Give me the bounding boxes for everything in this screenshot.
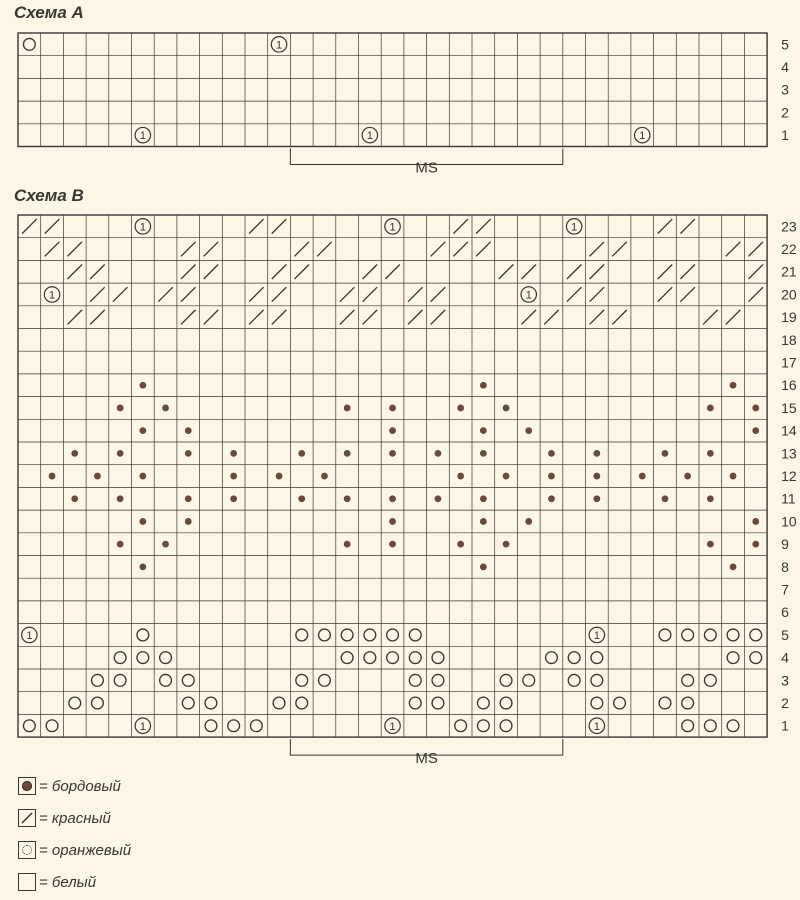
- scheme-a-row-label: 4: [781, 59, 789, 76]
- scheme-b-ms-label: MS: [415, 750, 438, 768]
- scheme-b-dot-stitch: [94, 473, 101, 480]
- scheme-b-ring-stitch: [432, 674, 444, 686]
- scheme-b-slash-stitch: [45, 219, 60, 234]
- scheme-b-ring-stitch: [69, 697, 81, 709]
- scheme-b-ring-stitch: [23, 720, 35, 732]
- scheme-b-dot-stitch: [752, 518, 759, 525]
- legend-item-empty: [18, 866, 131, 898]
- scheme-b-row-label: 1: [781, 717, 789, 734]
- scheme-b-dot-stitch: [707, 495, 714, 502]
- scheme-b-ring-stitch: [114, 652, 126, 664]
- scheme-b-slash-stitch: [45, 242, 60, 257]
- scheme-b-row-label: 11: [781, 490, 796, 507]
- scheme-b-dot-stitch: [525, 518, 532, 525]
- scheme-b-numbered-stitch-label: 1: [389, 720, 396, 733]
- scheme-b-slash-stitch: [521, 264, 536, 279]
- scheme-b-ring-stitch: [137, 629, 149, 641]
- scheme-b-slash-stitch: [22, 219, 37, 234]
- scheme-b-slash-stitch: [658, 219, 673, 234]
- scheme-b-dot-stitch: [49, 473, 56, 480]
- scheme-b-ring-stitch: [432, 697, 444, 709]
- scheme-b-dot-stitch: [593, 450, 600, 457]
- scheme-b-slash-stitch: [181, 310, 196, 325]
- scheme-b-ring-stitch: [727, 652, 739, 664]
- scheme-b-ring-stitch: [160, 674, 172, 686]
- scheme-a-numbered-stitch-label: 1: [366, 130, 374, 143]
- scheme-a-ms-label: MS: [415, 159, 438, 177]
- scheme-b-slash-stitch: [408, 310, 423, 325]
- scheme-b-ring-stitch: [500, 674, 512, 686]
- scheme-b-dot-stitch: [480, 427, 487, 434]
- scheme-b-numbered-stitch-label: 1: [26, 630, 33, 643]
- scheme-b-dot-stitch: [71, 450, 78, 457]
- scheme-b-numbered-stitch-label: 1: [525, 289, 532, 302]
- scheme-b-slash-stitch: [294, 264, 309, 279]
- scheme-b-dot-stitch: [185, 427, 192, 434]
- scheme-b-ring-stitch: [341, 652, 353, 664]
- scheme-b-ring-stitch: [387, 629, 399, 641]
- scheme-b-dot-stitch: [525, 427, 532, 434]
- scheme-b-row-label: 20: [781, 286, 797, 303]
- scheme-b-row-label: 10: [781, 513, 797, 530]
- scheme-b-ring-stitch: [364, 629, 376, 641]
- scheme-b-dot-stitch: [139, 563, 146, 570]
- scheme-b-row-label: 7: [781, 581, 789, 598]
- scheme-b-ring-stitch: [477, 697, 489, 709]
- scheme-b-row-label: 21: [781, 263, 797, 280]
- scheme-b-slash-stitch: [204, 264, 219, 279]
- scheme-b-ring-stitch: [682, 629, 694, 641]
- scheme-b-ring-stitch: [228, 720, 240, 732]
- scheme-b-ring-stitch: [160, 652, 172, 664]
- scheme-b-ring-stitch: [409, 629, 421, 641]
- scheme-b-dot-stitch: [503, 473, 510, 480]
- scheme-b-slash-stitch: [249, 310, 264, 325]
- scheme-b-slash-stitch: [272, 219, 287, 234]
- scheme-b-dot-stitch: [117, 541, 124, 548]
- scheme-b-ring-stitch: [432, 652, 444, 664]
- scheme-b-row-label: 16: [781, 377, 797, 394]
- scheme-b-ring-stitch: [591, 674, 603, 686]
- scheme-b-dot-stitch: [662, 495, 669, 502]
- scheme-b-dot-stitch: [707, 405, 714, 412]
- scheme-b-dot-stitch: [480, 382, 487, 389]
- scheme-a-grid-border: [18, 33, 767, 147]
- scheme-b-slash-stitch: [67, 264, 82, 279]
- scheme-b-ring-stitch: [205, 697, 217, 709]
- empty-symbol-icon: [18, 873, 36, 891]
- scheme-b-ring-stitch: [182, 674, 194, 686]
- scheme-b-row-label: 5: [781, 626, 789, 643]
- scheme-b-slash-stitch: [453, 219, 468, 234]
- scheme-b-slash-stitch: [317, 242, 332, 257]
- scheme-b-dot-stitch: [162, 405, 169, 412]
- scheme-b-ring-stitch: [296, 629, 308, 641]
- scheme-b-ring-stitch: [659, 629, 671, 641]
- scheme-b-row-label: 15: [781, 399, 797, 416]
- scheme-b-slash-stitch: [680, 287, 695, 302]
- legend-item-dot: [18, 770, 131, 802]
- scheme-b-slash-stitch: [113, 287, 128, 302]
- scheme-b-slash-stitch: [363, 264, 378, 279]
- scheme-b-dot-stitch: [730, 382, 737, 389]
- scheme-b-row-label: 23: [781, 218, 797, 235]
- scheme-b-slash-stitch: [748, 287, 763, 302]
- scheme-b-dot-stitch: [139, 427, 146, 434]
- legend-label: = бордовый: [39, 777, 121, 795]
- scheme-b-slash-stitch: [431, 242, 446, 257]
- scheme-b-dot-stitch: [457, 405, 464, 412]
- scheme-b-ring-stitch: [455, 720, 467, 732]
- scheme-b-row-label: 13: [781, 445, 797, 462]
- scheme-b-ring-stitch: [682, 697, 694, 709]
- scheme-b-dot-stitch: [389, 541, 396, 548]
- scheme-b-numbered-stitch-label: 1: [48, 289, 56, 302]
- scheme-b-ring-stitch: [92, 697, 104, 709]
- scheme-b-grid-border: [18, 215, 767, 737]
- scheme-b-slash-stitch: [612, 242, 627, 257]
- scheme-b-dot-stitch: [389, 427, 396, 434]
- scheme-b-ring-stitch: [296, 697, 308, 709]
- scheme-b-slash-stitch: [567, 264, 582, 279]
- scheme-a-row-label: 1: [781, 127, 789, 144]
- scheme-b-numbered-stitch-label: 1: [570, 221, 578, 234]
- scheme-b-ring-stitch: [409, 697, 421, 709]
- scheme-b-dot-stitch: [71, 495, 78, 502]
- scheme-b-dot-stitch: [435, 450, 442, 457]
- scheme-b-dot-stitch: [389, 518, 396, 525]
- scheme-b-dot-stitch: [344, 450, 351, 457]
- scheme-b-ring-stitch: [704, 629, 716, 641]
- scheme-b-ring-stitch: [750, 629, 762, 641]
- scheme-b-dot-stitch: [548, 473, 555, 480]
- scheme-b-row-label: 4: [781, 649, 789, 666]
- scheme-b-ring-stitch: [250, 720, 262, 732]
- legend-item-slash: [18, 802, 131, 834]
- scheme-b-dot-stitch: [639, 473, 646, 480]
- scheme-b-ring-stitch: [341, 629, 353, 641]
- scheme-b-numbered-stitch-label: 1: [389, 221, 396, 234]
- scheme-b-slash-stitch: [67, 310, 82, 325]
- scheme-b-slash-stitch: [726, 310, 741, 325]
- scheme-b-row-label: 12: [781, 468, 797, 485]
- scheme-b-slash-stitch: [90, 287, 105, 302]
- scheme-b-slash-stitch: [158, 287, 173, 302]
- scheme-a-row-label: 5: [781, 36, 789, 53]
- scheme-b-slash-stitch: [431, 287, 446, 302]
- scheme-b-ring-stitch: [319, 674, 331, 686]
- scheme-a-title: Схема А: [14, 3, 84, 22]
- scheme-b-dot-stitch: [480, 563, 487, 570]
- scheme-b-dot-stitch: [230, 473, 237, 480]
- scheme-b-row-label: 22: [781, 241, 797, 258]
- scheme-b-dot-stitch: [480, 495, 487, 502]
- scheme-b-row-label: 6: [781, 604, 789, 621]
- scheme-b-dot-stitch: [457, 473, 464, 480]
- scheme-b-dot-stitch: [548, 495, 555, 502]
- legend: [18, 770, 131, 898]
- dot-symbol-icon: [18, 777, 36, 795]
- scheme-b-slash-stitch: [431, 310, 446, 325]
- scheme-b-slash-stitch: [590, 264, 605, 279]
- scheme-b-row-label: 9: [781, 536, 789, 553]
- scheme-b-slash-stitch: [363, 287, 378, 302]
- scheme-b-dot-stitch: [139, 382, 146, 389]
- scheme-b-numbered-stitch-label: 1: [593, 720, 601, 733]
- scheme-b-ring-stitch: [319, 629, 331, 641]
- scheme-b-slash-stitch: [249, 287, 264, 302]
- legend-label: = оранжевый: [39, 841, 132, 859]
- scheme-b-dot-stitch: [662, 450, 669, 457]
- scheme-b-dot-stitch: [139, 473, 146, 480]
- scheme-b-dot-stitch: [752, 427, 759, 434]
- scheme-b-ring-stitch: [273, 697, 285, 709]
- scheme-b-slash-stitch: [703, 310, 718, 325]
- scheme-b-slash-stitch: [249, 219, 264, 234]
- scheme-b-dot-stitch: [117, 450, 124, 457]
- scheme-b-ring-stitch: [727, 629, 739, 641]
- scheme-b-slash-stitch: [590, 287, 605, 302]
- scheme-b-slash-stitch: [90, 310, 105, 325]
- scheme-b-slash-stitch: [476, 219, 491, 234]
- scheme-b-dot-stitch: [117, 495, 124, 502]
- scheme-b-ring-stitch: [568, 652, 580, 664]
- scheme-b-slash-stitch: [499, 264, 514, 279]
- scheme-b-slash-stitch: [181, 264, 196, 279]
- scheme-a-row-label: 3: [781, 81, 789, 98]
- scheme-a-ring-stitch: [23, 38, 35, 50]
- scheme-b-slash-stitch: [294, 242, 309, 257]
- scheme-b-dot-stitch: [730, 563, 737, 570]
- scheme-b-dot-stitch: [457, 541, 464, 548]
- scheme-b-slash-stitch: [181, 242, 196, 257]
- scheme-b-slash-stitch: [590, 310, 605, 325]
- scheme-b-dot-stitch: [185, 518, 192, 525]
- scheme-b-dot-stitch: [435, 495, 442, 502]
- scheme-b-slash-stitch: [453, 242, 468, 257]
- scheme-b-row-label: 14: [781, 422, 797, 439]
- scheme-b-dot-stitch: [752, 405, 759, 412]
- scheme-b-slash-stitch: [521, 310, 536, 325]
- scheme-b-ring-stitch: [682, 674, 694, 686]
- scheme-b-slash-stitch: [680, 219, 695, 234]
- scheme-b-dot-stitch: [752, 541, 759, 548]
- scheme-b-ring-stitch: [182, 697, 194, 709]
- scheme-b-slash-stitch: [385, 264, 400, 279]
- scheme-b-dot-stitch: [389, 405, 396, 412]
- scheme-b-slash-stitch: [726, 242, 741, 257]
- scheme-b-slash-stitch: [544, 310, 559, 325]
- scheme-b-dot-stitch: [298, 450, 305, 457]
- slash-symbol-icon: [18, 809, 36, 827]
- scheme-b-dot-stitch: [503, 405, 510, 412]
- scheme-b-ring-stitch: [409, 674, 421, 686]
- scheme-b-slash-stitch: [204, 310, 219, 325]
- scheme-b-slash-stitch: [272, 264, 287, 279]
- scheme-b-row-label: 8: [781, 558, 789, 575]
- scheme-b-dot-stitch: [344, 541, 351, 548]
- scheme-b-dot-stitch: [298, 495, 305, 502]
- scheme-b-dot-stitch: [389, 450, 396, 457]
- scheme-b-dot-stitch: [503, 541, 510, 548]
- scheme-b-ring-stitch: [682, 720, 694, 732]
- scheme-b-numbered-stitch-label: 1: [139, 221, 147, 234]
- scheme-b-dot-stitch: [185, 450, 192, 457]
- scheme-b-numbered-stitch-label: 1: [593, 630, 601, 643]
- scheme-b-slash-stitch: [90, 264, 105, 279]
- scheme-b-dot-stitch: [480, 518, 487, 525]
- scheme-b-slash-stitch: [272, 287, 287, 302]
- scheme-b-dot-stitch: [276, 473, 283, 480]
- scheme-b-slash-stitch: [590, 242, 605, 257]
- scheme-b-ring-stitch: [409, 652, 421, 664]
- scheme-b-row-label: 18: [781, 331, 797, 348]
- scheme-b-dot-stitch: [730, 473, 737, 480]
- ring-symbol-icon: [18, 841, 36, 859]
- scheme-b-slash-stitch: [67, 242, 82, 257]
- scheme-b-ring-stitch: [591, 697, 603, 709]
- scheme-b-title: Схема В: [14, 186, 84, 205]
- scheme-b-slash-stitch: [181, 287, 196, 302]
- scheme-b-row-label: 17: [781, 354, 797, 371]
- scheme-b-ring-stitch: [387, 652, 399, 664]
- scheme-b-slash-stitch: [748, 242, 763, 257]
- scheme-b-slash-stitch: [272, 310, 287, 325]
- scheme-b-ring-stitch: [114, 674, 126, 686]
- scheme-a-numbered-stitch-label: 1: [275, 39, 283, 52]
- scheme-b-ring-stitch: [296, 674, 308, 686]
- scheme-b-ring-stitch: [704, 674, 716, 686]
- scheme-b-dot-stitch: [548, 450, 555, 457]
- legend-label: = красный: [39, 809, 111, 827]
- scheme-b-dot-stitch: [230, 450, 237, 457]
- scheme-b-numbered-stitch-label: 1: [139, 720, 147, 733]
- scheme-b-dot-stitch: [480, 450, 487, 457]
- scheme-a-numbered-stitch-label: 1: [639, 130, 646, 143]
- scheme-b-slash-stitch: [748, 264, 763, 279]
- scheme-b-dot-stitch: [593, 473, 600, 480]
- scheme-b-slash-stitch: [658, 264, 673, 279]
- scheme-b-dot-stitch: [185, 495, 192, 502]
- scheme-b-ring-stitch: [46, 720, 58, 732]
- legend-item-ring: [18, 834, 131, 866]
- scheme-b-dot-stitch: [162, 541, 169, 548]
- scheme-b-dot-stitch: [684, 473, 691, 480]
- scheme-b-slash-stitch: [363, 310, 378, 325]
- scheme-b-ring-stitch: [500, 697, 512, 709]
- scheme-b-ring-stitch: [546, 652, 558, 664]
- scheme-b-ring-stitch: [137, 652, 149, 664]
- scheme-b-dot-stitch: [117, 405, 124, 412]
- scheme-b-ring-stitch: [614, 697, 626, 709]
- scheme-b-dot-stitch: [230, 495, 237, 502]
- scheme-b-slash-stitch: [680, 264, 695, 279]
- scheme-b-ring-stitch: [500, 720, 512, 732]
- scheme-b-ring-stitch: [727, 720, 739, 732]
- scheme-b-slash-stitch: [476, 242, 491, 257]
- scheme-b-row-label: 3: [781, 672, 789, 689]
- scheme-b-ring-stitch: [523, 674, 535, 686]
- scheme-b-slash-stitch: [658, 287, 673, 302]
- scheme-b-slash-stitch: [204, 242, 219, 257]
- scheme-b-dot-stitch: [593, 495, 600, 502]
- scheme-b-ring-stitch: [704, 720, 716, 732]
- scheme-b-dot-stitch: [389, 495, 396, 502]
- scheme-b-row-label: 2: [781, 695, 789, 712]
- scheme-b-slash-stitch: [340, 310, 355, 325]
- scheme-b-ring-stitch: [591, 652, 603, 664]
- scheme-b-dot-stitch: [344, 495, 351, 502]
- scheme-b-dot-stitch: [707, 450, 714, 457]
- scheme-b-ring-stitch: [477, 720, 489, 732]
- scheme-b-dot-stitch: [321, 473, 328, 480]
- scheme-b-ring-stitch: [205, 720, 217, 732]
- scheme-b-dot-stitch: [344, 405, 351, 412]
- scheme-b-ring-stitch: [750, 652, 762, 664]
- scheme-a-numbered-stitch-label: 1: [139, 130, 147, 143]
- scheme-b-slash-stitch: [408, 287, 423, 302]
- scheme-a-row-label: 2: [781, 104, 789, 121]
- legend-label: = белый: [39, 873, 97, 891]
- scheme-b-ring-stitch: [92, 674, 104, 686]
- scheme-b-row-label: 19: [781, 309, 797, 326]
- scheme-b-ring-stitch: [364, 652, 376, 664]
- scheme-b-slash-stitch: [567, 287, 582, 302]
- scheme-b-dot-stitch: [139, 518, 146, 525]
- scheme-b-slash-stitch: [340, 287, 355, 302]
- scheme-b-slash-stitch: [612, 310, 627, 325]
- scheme-b-dot-stitch: [707, 541, 714, 548]
- scheme-b-ring-stitch: [659, 697, 671, 709]
- scheme-b-ring-stitch: [568, 674, 580, 686]
